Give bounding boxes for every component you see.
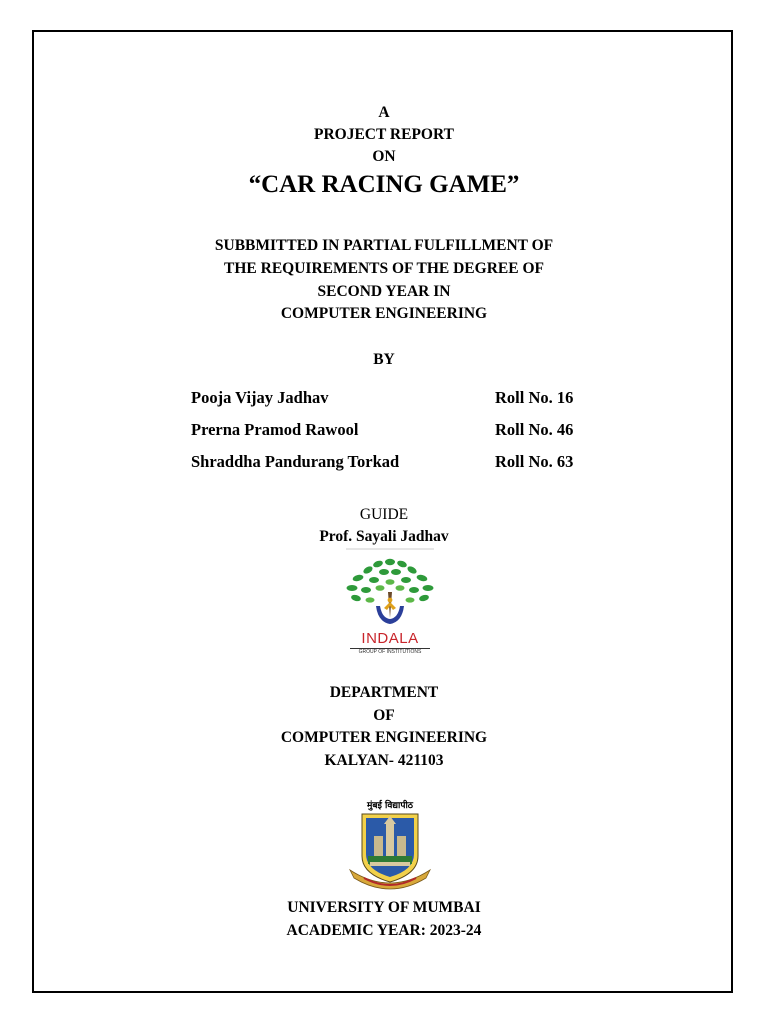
university-crest-icon xyxy=(344,812,436,890)
mumbai-university-seal xyxy=(344,798,436,890)
student-roll: Roll No. 63 xyxy=(495,452,574,471)
department-line-1: DEPARTMENT xyxy=(329,684,439,701)
report-article: A xyxy=(378,104,390,121)
submission-line-1: SUBBMITTED IN PARTIAL FULFILLMENT OF xyxy=(214,237,554,254)
university-script-text: मुंबई विद्यापीठ xyxy=(366,801,414,811)
student-name: Shraddha Pandurang Torkad xyxy=(191,452,400,471)
indala-tagline: GROUP OF INSTITUTIONS xyxy=(358,649,422,655)
academic-year: ACADEMIC YEAR: 2023-24 xyxy=(286,922,482,939)
project-report-label: PROJECT REPORT xyxy=(314,126,454,143)
student-roll: Roll No. 46 xyxy=(495,420,574,439)
submission-line-4: COMPUTER ENGINEERING xyxy=(280,305,488,322)
project-title: “CAR RACING GAME” xyxy=(248,171,520,198)
department-line-4: KALYAN- 421103 xyxy=(324,752,444,769)
student-name: Prerna Pramod Rawool xyxy=(191,420,359,439)
indala-wordmark: INDALA xyxy=(361,630,419,647)
student-roll: Roll No. 16 xyxy=(495,388,574,407)
submission-line-2: THE REQUIREMENTS OF THE DEGREE OF xyxy=(224,260,544,277)
department-line-2: OF xyxy=(373,707,395,724)
university-name: UNIVERSITY OF MUMBAI xyxy=(287,899,481,916)
guide-label: GUIDE xyxy=(359,506,409,523)
by-label: BY xyxy=(373,351,395,368)
submission-line-3: SECOND YEAR IN xyxy=(317,283,451,300)
on-label: ON xyxy=(372,148,396,165)
indala-logo xyxy=(340,548,440,660)
guide-name: Prof. Sayali Jadhav xyxy=(319,528,449,545)
department-line-3: COMPUTER ENGINEERING xyxy=(280,729,488,746)
student-name: Pooja Vijay Jadhav xyxy=(191,388,329,407)
